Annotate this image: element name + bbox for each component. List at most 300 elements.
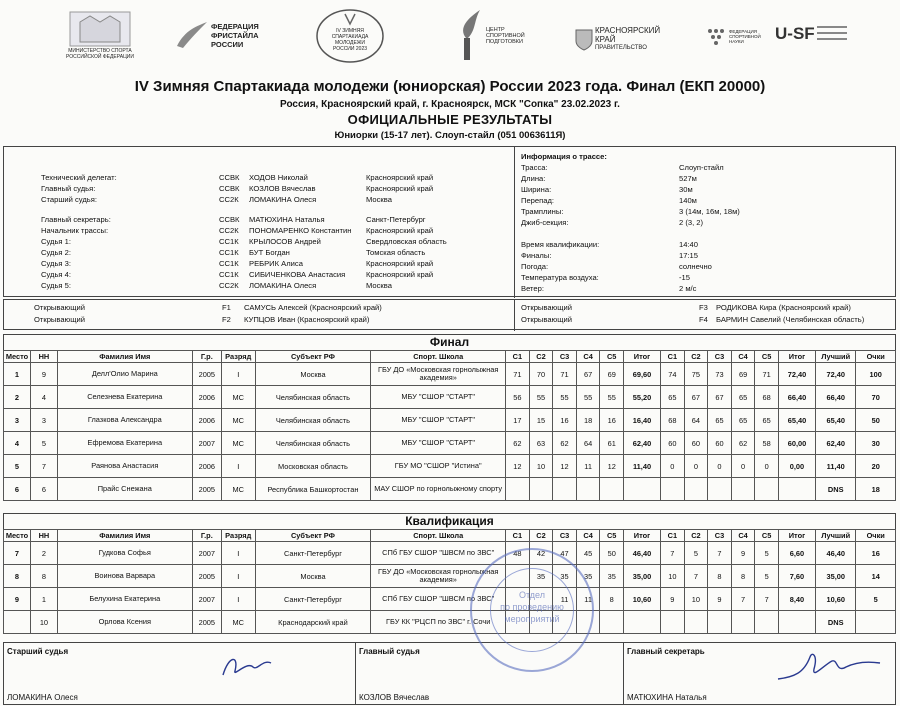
ministry-text: МИНИСТЕРСТВО СПОРТА РОССИЙСКОЙ ФЕДЕРАЦИИ <box>66 48 134 60</box>
official-role: Судья 1: <box>41 237 71 246</box>
table-cell: 5 <box>755 542 779 565</box>
table-cell: Челябинская область <box>255 409 371 432</box>
official-name: КОЗЛОВ Вячеслав <box>249 184 316 193</box>
chief-secretary-signature-icon <box>774 649 884 689</box>
table-cell: 11,40 <box>816 455 856 478</box>
column-header: С2 <box>684 530 708 542</box>
table-cell: 3 <box>4 409 31 432</box>
column-header: С4 <box>731 530 755 542</box>
table-cell: Гудкова Софья <box>57 542 192 565</box>
official-cat: ССВК <box>219 173 240 182</box>
table-cell: 48 <box>506 542 530 565</box>
table-cell: 2005 <box>192 363 221 386</box>
table-cell: 65 <box>731 409 755 432</box>
official-region: Москва <box>366 195 392 204</box>
table-cell: 10 <box>30 611 57 634</box>
table-cell: 8,40 <box>778 588 815 611</box>
table-cell: I <box>221 363 255 386</box>
column-header: С5 <box>755 351 779 363</box>
table-cell: I <box>221 542 255 565</box>
table-cell: 16 <box>553 409 577 432</box>
table-cell: 11,40 <box>623 455 660 478</box>
freestyle-swoosh-icon <box>175 20 209 50</box>
official-name: КРЫЛОСОВ Андрей <box>249 237 321 246</box>
forerunner-code: F4 <box>699 315 708 324</box>
table-cell: МС <box>221 478 255 501</box>
chief-judge-signature: Главный судья КОЗЛОВ Вячеслав <box>356 643 624 705</box>
table-cell: 4 <box>4 432 31 455</box>
table-cell: Челябинская область <box>255 432 371 455</box>
final-heading: Финал <box>3 334 896 350</box>
qualification-results-table <box>3 529 896 634</box>
column-header: Итог <box>623 351 660 363</box>
table-cell: 75 <box>684 363 708 386</box>
column-header: С1 <box>661 351 685 363</box>
track-info-value: 14:40 <box>679 240 699 249</box>
table-cell: 5 <box>684 542 708 565</box>
table-cell: 11 <box>553 588 577 611</box>
table-cell: 35 <box>600 565 624 588</box>
table-cell: 15 <box>529 409 553 432</box>
forerunner-code: F1 <box>222 303 231 312</box>
column-header: Место <box>4 351 31 363</box>
table-cell <box>661 478 685 501</box>
table-cell: 62,40 <box>816 432 856 455</box>
table-cell: 65 <box>661 386 685 409</box>
table-cell <box>731 611 755 634</box>
track-info-value: 140м <box>679 196 697 205</box>
table-cell: 8 <box>30 565 57 588</box>
table-cell: Москва <box>255 363 371 386</box>
table-cell: МБУ "СШОР "СТАРТ" <box>371 432 506 455</box>
column-header: С3 <box>553 530 577 542</box>
track-info-value: 2 м/с <box>679 284 697 293</box>
table-cell: 18 <box>576 409 600 432</box>
table-cell: 7 <box>731 588 755 611</box>
table-row <box>4 478 896 501</box>
table-cell: ГБУ ДО «Московская горнолыжная академия» <box>371 363 506 386</box>
table-cell: СПб ГБУ СШОР "ШВСМ по ЗВС" <box>371 542 506 565</box>
track-info-value: солнечно <box>679 262 712 271</box>
table-cell: 8 <box>600 588 624 611</box>
column-header: С2 <box>684 351 708 363</box>
table-cell: 9 <box>4 588 31 611</box>
column-header: Субъект РФ <box>255 530 371 542</box>
official-name: ЛОМАКИНА Олеся <box>249 195 317 204</box>
table-cell: 16 <box>856 542 896 565</box>
table-cell <box>684 611 708 634</box>
table-cell: 9 <box>708 588 732 611</box>
column-header: Фамилия Имя <box>57 530 192 542</box>
table-cell: Ефремова Екатерина <box>57 432 192 455</box>
table-cell: 35,00 <box>816 565 856 588</box>
track-info-value: 2 (3, 2) <box>679 218 704 227</box>
table-cell: Краснодарский край <box>255 611 371 634</box>
table-row <box>4 432 896 455</box>
table-cell: 45 <box>576 542 600 565</box>
table-cell: 7 <box>661 542 685 565</box>
table-cell: 7 <box>4 542 31 565</box>
official-region: Красноярский край <box>366 226 434 235</box>
table-cell: 4 <box>30 386 57 409</box>
table-cell: 2005 <box>192 478 221 501</box>
table-cell: 1 <box>4 363 31 386</box>
official-region: Томская область <box>366 248 426 257</box>
table-cell: 17 <box>506 409 530 432</box>
logo-bar <box>0 8 900 70</box>
table-cell: 1 <box>30 588 57 611</box>
table-cell: I <box>221 588 255 611</box>
column-header: Спорт. Школа <box>371 530 506 542</box>
column-header: Лучший <box>816 351 856 363</box>
column-header: Разряд <box>221 530 255 542</box>
table-cell: 65 <box>731 386 755 409</box>
table-cell: МС <box>221 386 255 409</box>
official-region: Свердловская область <box>366 237 447 246</box>
table-cell: 70 <box>856 386 896 409</box>
table-cell: 69 <box>600 363 624 386</box>
official-name: РЕБРИК Алиса <box>249 259 303 268</box>
track-info-label: Трасса: <box>521 163 548 172</box>
column-header: С5 <box>600 530 624 542</box>
table-cell <box>4 611 31 634</box>
table-cell: 16,40 <box>623 409 660 432</box>
table-cell <box>755 611 779 634</box>
table-cell: 9 <box>731 542 755 565</box>
table-cell: 69 <box>731 363 755 386</box>
table-cell: 71 <box>506 363 530 386</box>
table-cell: 67 <box>684 386 708 409</box>
table-row <box>4 409 896 432</box>
krai-logo: КРАСНОЯРСКИЙ КРАЙ ПРАВИТЕЛЬСТВО <box>575 26 685 84</box>
official-stamp: Отдел по проведению мероприятий <box>470 548 594 672</box>
csp-logo: ЦЕНТР СПОРТИВНОЙ ПОДГОТОВКИ <box>450 8 530 66</box>
official-region: Красноярский край <box>366 184 434 193</box>
table-cell: 5 <box>30 432 57 455</box>
track-info-value: 17:15 <box>679 251 699 260</box>
table-cell: 11 <box>576 588 600 611</box>
official-role: Начальник трассы: <box>41 226 109 235</box>
official-name: ЛОМАКИНА Олеся <box>249 281 317 290</box>
table-cell <box>684 478 708 501</box>
table-cell: 2 <box>30 542 57 565</box>
table-cell: 10 <box>684 588 708 611</box>
official-region: Санкт-Петербург <box>366 215 426 224</box>
table-cell: МБУ "СШОР "СТАРТ" <box>371 386 506 409</box>
column-header: НН <box>30 530 57 542</box>
column-header: С4 <box>576 530 600 542</box>
table-cell: Воинова Варвара <box>57 565 192 588</box>
table-cell: 73 <box>708 363 732 386</box>
table-cell: 55,20 <box>623 386 660 409</box>
table-cell: 55 <box>553 386 577 409</box>
table-cell: 5 <box>755 565 779 588</box>
track-info-label: Трамплины: <box>521 207 564 216</box>
column-header: С5 <box>600 351 624 363</box>
table-cell: Санкт-Петербург <box>255 542 371 565</box>
official-region: Красноярский край <box>366 270 434 279</box>
ffr-logo <box>175 20 285 78</box>
table-cell: Прайс Снежана <box>57 478 192 501</box>
table-cell: 64 <box>684 409 708 432</box>
table-cell: МС <box>221 611 255 634</box>
table-cell: 12 <box>506 455 530 478</box>
table-cell: СПб ГБУ СШОР "ШВСМ по ЗВС" <box>371 588 506 611</box>
official-cat: СС1К <box>219 248 239 257</box>
table-cell <box>623 478 660 501</box>
table-cell: 66,40 <box>816 386 856 409</box>
table-cell: 63 <box>529 432 553 455</box>
table-row <box>4 565 896 588</box>
table-cell: МС <box>221 409 255 432</box>
table-cell: 62 <box>731 432 755 455</box>
track-info-label: Погода: <box>521 262 549 271</box>
forerunner-name: САМУСЬ Алексей (Красноярский край) <box>244 303 382 312</box>
table-cell: Глазкова Александра <box>57 409 192 432</box>
table-cell: Раянова Анастасия <box>57 455 192 478</box>
table-cell: 61 <box>600 432 624 455</box>
signature-panel <box>3 642 896 705</box>
table-cell: 2005 <box>192 611 221 634</box>
table-cell: 50 <box>600 542 624 565</box>
table-cell: МБУ "СШОР "СТАРТ" <box>371 409 506 432</box>
official-role: Судья 2: <box>41 248 71 257</box>
column-header: С3 <box>708 351 732 363</box>
table-cell: 0 <box>708 455 732 478</box>
column-header: С1 <box>661 530 685 542</box>
track-info-label: Температура воздуха: <box>521 273 599 282</box>
column-header: НН <box>30 351 57 363</box>
table-cell <box>708 611 732 634</box>
final-results-table <box>3 350 896 501</box>
table-cell: 69,60 <box>623 363 660 386</box>
table-cell: 62 <box>553 432 577 455</box>
track-info-label: Финалы: <box>521 251 552 260</box>
table-cell: 0 <box>731 455 755 478</box>
table-cell: 2005 <box>192 565 221 588</box>
table-cell: 66,40 <box>778 386 815 409</box>
table-cell: 7,60 <box>778 565 815 588</box>
table-cell <box>708 478 732 501</box>
torch-icon <box>450 8 484 64</box>
table-cell: Делл'Олио Марина <box>57 363 192 386</box>
table-cell: ГБУ КК "РЦСП по ЗВС" г. Сочи <box>371 611 506 634</box>
table-cell: 6,60 <box>778 542 815 565</box>
table-cell: 62 <box>506 432 530 455</box>
table-cell <box>553 478 577 501</box>
official-role: Судья 3: <box>41 259 71 268</box>
event-title: IV Зимняя Спартакиада молодежи (юниорская) России 2023 года. Финал (ЕКП 20000) <box>134 78 766 95</box>
column-header: С2 <box>529 351 553 363</box>
chief-secretary-signature: Главный секретарь МАТЮХИНА Наталья <box>624 643 897 705</box>
official-cat: СС2К <box>219 195 239 204</box>
table-cell <box>529 478 553 501</box>
official-results-heading: ОФИЦИАЛЬНЫЕ РЕЗУЛЬТАТЫ <box>347 112 553 127</box>
table-cell: DNS <box>816 478 856 501</box>
table-cell: Орлова Ксения <box>57 611 192 634</box>
official-cat: СС1К <box>219 237 239 246</box>
official-cat: ССВК <box>219 184 240 193</box>
table-cell: 35 <box>553 565 577 588</box>
table-cell: 42 <box>529 542 553 565</box>
table-cell: 74 <box>661 363 685 386</box>
official-name: ХОДОВ Николай <box>249 173 308 182</box>
track-info-value: 30м <box>679 185 693 194</box>
krai-coat-of-arms-icon <box>575 29 593 51</box>
forerunner-label: Открывающий <box>521 303 572 312</box>
official-region: Красноярский край <box>366 259 434 268</box>
table-cell: 7 <box>684 565 708 588</box>
table-cell: 55 <box>600 386 624 409</box>
track-info-label: Время квалификации: <box>521 240 600 249</box>
column-header: Г.р. <box>192 530 221 542</box>
table-cell: I <box>221 455 255 478</box>
column-header: С3 <box>553 351 577 363</box>
table-cell: Республика Башкортостан <box>255 478 371 501</box>
table-cell <box>506 478 530 501</box>
table-cell: 10 <box>661 565 685 588</box>
forerunner-label: Открывающий <box>521 315 572 324</box>
official-name: БУТ Богдан <box>249 248 290 257</box>
table-cell <box>731 478 755 501</box>
table-cell: 0,00 <box>778 455 815 478</box>
table-cell: 8 <box>708 565 732 588</box>
table-row <box>4 363 896 386</box>
final-header-row <box>4 351 896 363</box>
official-cat: ССВК <box>219 215 240 224</box>
track-info-value: Слоуп-стайл <box>679 163 724 172</box>
column-header: Г.р. <box>192 351 221 363</box>
usf-logo: U-SF <box>775 24 855 82</box>
official-role: Технический делегат: <box>41 173 117 182</box>
table-cell: Челябинская область <box>255 386 371 409</box>
category-heading: Юниорки (15-17 лет). Слоуп-стайл (051 0063611Я) <box>334 130 566 141</box>
table-cell: 12 <box>553 455 577 478</box>
column-header: С1 <box>506 351 530 363</box>
official-name: ПОНОМАРЕНКО Константин <box>249 226 352 235</box>
table-cell: 55 <box>576 386 600 409</box>
table-cell: 58 <box>755 432 779 455</box>
table-cell <box>778 478 815 501</box>
table-cell: 67 <box>576 363 600 386</box>
forerunner-name: КУПЦОВ Иван (Красноярский край) <box>244 315 370 324</box>
official-cat: СС1К <box>219 270 239 279</box>
table-cell: 50 <box>856 409 896 432</box>
table-row <box>4 386 896 409</box>
track-info-label: Длина: <box>521 174 546 183</box>
table-cell: 47 <box>553 542 577 565</box>
official-role: Старший судья: <box>41 195 97 204</box>
table-cell: 12 <box>600 455 624 478</box>
column-header: Разряд <box>221 351 255 363</box>
table-cell: 55 <box>529 386 553 409</box>
table-cell: 72,40 <box>816 363 856 386</box>
official-name: СИБИЧЕНКОВА Анастасия <box>249 270 346 279</box>
table-cell: 30 <box>856 432 896 455</box>
table-cell <box>623 611 660 634</box>
table-cell <box>778 611 815 634</box>
column-header: Лучший <box>816 530 856 542</box>
forerunner-label: Открывающий <box>34 303 85 312</box>
column-header: С3 <box>708 530 732 542</box>
table-cell: 0 <box>684 455 708 478</box>
track-info-label: Перепад: <box>521 196 555 205</box>
table-cell: 9 <box>30 363 57 386</box>
table-cell: 2007 <box>192 588 221 611</box>
track-info-label: Ветер: <box>521 284 544 293</box>
column-header: Итог <box>623 530 660 542</box>
table-cell: Московская область <box>255 455 371 478</box>
official-role: Судья 5: <box>41 281 71 290</box>
table-cell: 60 <box>684 432 708 455</box>
table-cell: Селезнева Екатерина <box>57 386 192 409</box>
qualification-heading: Квалификация <box>3 513 896 529</box>
column-header: С5 <box>755 530 779 542</box>
table-cell: 18 <box>856 478 896 501</box>
event-place: Россия, Красноярский край, г. Красноярск, МСК "Сопка" 23.02.2023 г. <box>280 99 620 110</box>
table-cell: 60,00 <box>778 432 815 455</box>
dots-emblem-icon <box>705 26 727 46</box>
table-cell: Белухина Екатерина <box>57 588 192 611</box>
forerunner-name: БАРМИН Савелий (Челябинская область) <box>716 315 865 324</box>
table-cell: 7 <box>708 542 732 565</box>
table-row <box>4 455 896 478</box>
column-header: Очки <box>856 351 896 363</box>
table-cell: 9 <box>661 588 685 611</box>
track-info-label: Джиб-секция: <box>521 218 569 227</box>
table-cell: 46,40 <box>623 542 660 565</box>
table-row <box>4 542 896 565</box>
column-header: Фамилия Имя <box>57 351 192 363</box>
table-cell: 6 <box>4 478 31 501</box>
column-header: С4 <box>731 351 755 363</box>
column-header: Очки <box>856 530 896 542</box>
table-cell: 8 <box>4 565 31 588</box>
table-cell <box>755 478 779 501</box>
column-header: Спорт. Школа <box>371 351 506 363</box>
table-cell: DNS <box>816 611 856 634</box>
official-region: Красноярский край <box>366 173 434 182</box>
official-name: МАТЮХИНА Наталья <box>249 215 325 224</box>
table-cell: 2 <box>4 386 31 409</box>
track-info-heading: Информация о трассе: <box>521 152 607 161</box>
ministry-logo <box>60 8 140 66</box>
table-cell: 7 <box>30 455 57 478</box>
table-cell: МС <box>221 432 255 455</box>
table-cell: 2006 <box>192 455 221 478</box>
table-cell <box>600 611 624 634</box>
track-info-label: Ширина: <box>521 185 552 194</box>
table-cell: 71 <box>755 363 779 386</box>
table-cell: 72,40 <box>778 363 815 386</box>
official-cat: СС2К <box>219 281 239 290</box>
table-cell: 0 <box>661 455 685 478</box>
table-cell: 3 <box>30 409 57 432</box>
table-cell: МАУ СШОР по горнолыжному спорту <box>371 478 506 501</box>
official-region: Москва <box>366 281 392 290</box>
table-cell: 65 <box>755 409 779 432</box>
table-cell: 62,40 <box>623 432 660 455</box>
table-cell: 5 <box>856 588 896 611</box>
track-info-value: 3 (14м, 16м, 18м) <box>679 207 740 216</box>
table-cell <box>661 611 685 634</box>
table-cell: 8 <box>731 565 755 588</box>
table-cell: ГБУ МО "СШОР "Истина" <box>371 455 506 478</box>
column-header: С4 <box>576 351 600 363</box>
ffr-text: ФЕДЕРАЦИЯ ФРИСТАЙЛА РОССИИ <box>210 21 259 49</box>
forerunners-panel <box>3 299 896 330</box>
table-cell: 46,40 <box>816 542 856 565</box>
